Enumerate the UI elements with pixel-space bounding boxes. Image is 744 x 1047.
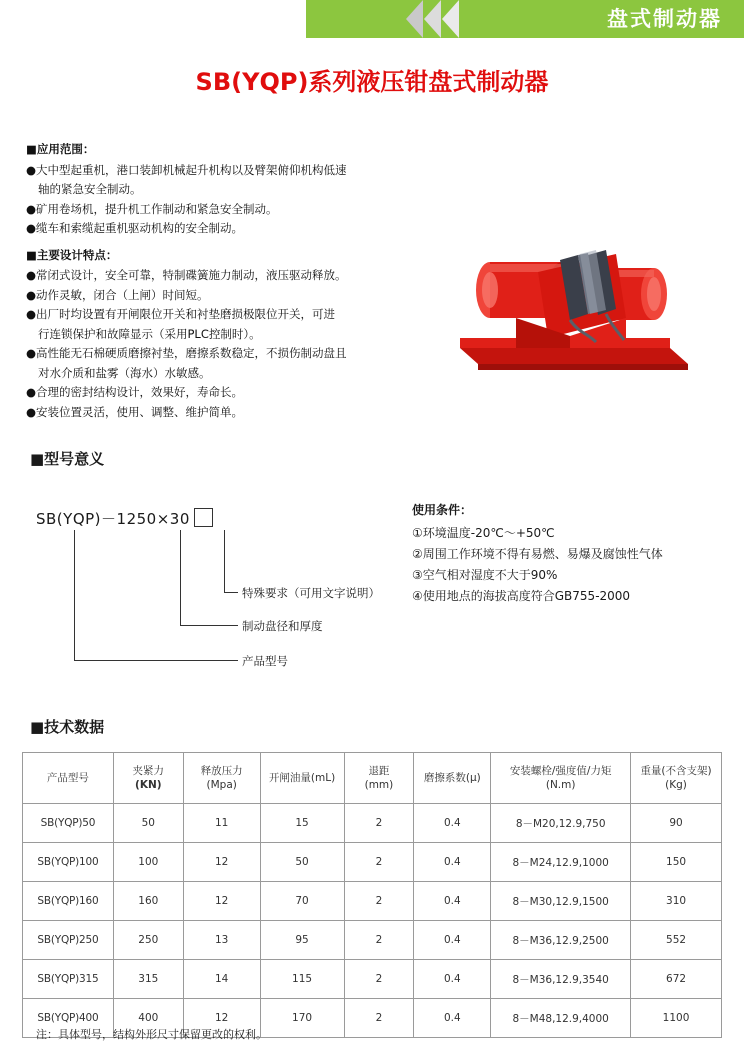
cell-bolts: 8－M24,12.9,1000 [491,843,631,882]
feature-item: ●高性能无石棉硬质磨擦衬垫，磨擦系数稳定，不损伤制动盘且 [26,346,347,360]
col-model [23,753,114,804]
col-friction-coefficient-line1: 磨擦系数(μ) [423,772,481,784]
product-illustration-icon [420,198,720,388]
cell-bolts: 8－M36,12.9,2500 [491,921,631,960]
cell-model: SB(YQP)100 [23,843,114,882]
feature-item: 对水介质和盐雾（海水）水敏感。 [38,365,211,380]
leader-label-3: 产品型号 [242,654,288,668]
cell-friction-coefficient: 0.4 [414,804,491,843]
cell-retract-distance: 2 [344,960,414,999]
cell-weight: 552 [631,921,722,960]
cell-weight: 672 [631,960,722,999]
feature-item: 行连锁保护和故障显示（采用PLC控制时）。 [38,326,261,341]
col-retract-distance-line2: (mm) [364,779,394,791]
col-friction-coefficient [414,753,491,804]
cell-weight: 1100 [631,999,722,1038]
cell-clamp-force: 50 [113,804,183,843]
leader-tick-2 [180,625,238,626]
chevron-decor-icon-3 [442,0,459,38]
cell-friction-coefficient: 0.4 [414,843,491,882]
cell-clamp-force: 160 [113,882,183,921]
cell-oil-volume: 50 [260,843,344,882]
features-heading: ■主要设计特点： [26,247,118,262]
col-model-line1: 产品型号 [46,772,89,784]
scope-item: ●缆车和索缆起重机驱动机构的安全制动。 [26,221,244,235]
cell-oil-volume: 15 [260,804,344,843]
cell-friction-coefficient: 0.4 [414,882,491,921]
feature-item: ●合理的密封结构设计，效果好，寿命长。 [26,385,244,399]
cell-release-pressure: 14 [183,960,260,999]
col-oil-volume [260,753,344,804]
leader-label-2: 制动盘径和厚度 [242,619,323,633]
cell-release-pressure: 12 [183,999,260,1038]
cell-bolts: 8－M20,12.9,750 [491,804,631,843]
col-weight [631,753,722,804]
cell-retract-distance: 2 [344,999,414,1038]
feature-item: ●安装位置灵活，使用、调整、维护简单。 [26,404,244,419]
col-weight-line1: 重量(不含支架) [640,765,712,777]
cell-oil-volume: 115 [260,960,344,999]
cell-release-pressure: 12 [183,843,260,882]
product-photo [420,198,720,388]
cell-model: SB(YQP)50 [23,804,114,843]
cell-model: SB(YQP)315 [23,960,114,999]
scope-item: ●大中型起重机，港口装卸机械起升机构以及臂架俯仰机构低速 [26,162,347,177]
cell-bolts: 8－M48,12.9,4000 [491,999,631,1038]
model-code [36,508,213,529]
tech-section-title: ■技术数据 [30,718,105,736]
leader-label-1: 特殊要求（可用文字说明） [242,586,380,600]
leader-tick-3 [74,660,238,661]
feature-item: ●出厂时均设置有开闸限位开关和衬垫磨损极限位开关，可进 [26,307,336,321]
col-clamp-force-line2: (KN) [135,779,162,791]
tech-data-table [22,752,722,1038]
cell-model: SB(YQP)250 [23,921,114,960]
table-row [23,921,722,960]
model-section-title: ■型号意义 [30,450,105,468]
col-clamp-force [113,753,183,804]
header-title: 盘式制动器 [607,7,722,31]
page-header [0,0,744,38]
cell-oil-volume: 170 [260,999,344,1038]
feature-item: ●常闭式设计，安全可靠，特制碟簧施力制动，液压驱动释放。 [26,268,347,282]
scope-item: ●矿用卷场机，提升机工作制动和紧急安全制动。 [26,201,278,216]
cell-retract-distance: 2 [344,882,414,921]
table-row [23,804,722,843]
chevron-decor-icon-2 [424,0,441,38]
col-release-pressure-line2: (Mpa) [206,779,237,791]
conditions-heading: 使用条件： [412,503,473,517]
table-body [23,804,722,1038]
table-row [23,960,722,999]
col-bolts-line2: (N.m) [545,779,576,791]
leader-line-2 [180,530,187,626]
col-clamp-force-line1: 夹紧力 [132,765,165,777]
leader-line-1 [224,530,231,593]
table-row [23,843,722,882]
model-code-text: SB(YQP)－1250×30 [36,510,190,528]
condition-item: ④使用地点的海拔高度符合GB755-2000 [412,589,631,603]
cell-retract-distance: 2 [344,921,414,960]
table-note: 注：具体型号，结构外形尺寸保留更改的权利。 [36,1028,267,1041]
col-release-pressure [183,753,260,804]
condition-item: ①环境温度-20℃～+50℃ [412,526,555,540]
cell-oil-volume: 70 [260,882,344,921]
cell-model: SB(YQP)400 [23,999,114,1038]
cell-retract-distance: 2 [344,843,414,882]
intro-text-block [26,140,396,422]
table-header-row [23,753,722,804]
cell-clamp-force: 250 [113,921,183,960]
conditions-block [412,500,663,607]
col-retract-distance-line1: 退距 [368,765,390,777]
cell-clamp-force: 400 [113,999,183,1038]
cell-friction-coefficient: 0.4 [414,999,491,1038]
cell-clamp-force: 100 [113,843,183,882]
condition-item: ③空气相对湿度不大于90% [412,568,558,582]
col-oil-volume-line1: 开闸油量(mL) [268,772,336,784]
cell-oil-volume: 95 [260,921,344,960]
cell-friction-coefficient: 0.4 [414,921,491,960]
leader-tick-1 [224,592,238,593]
cell-friction-coefficient: 0.4 [414,960,491,999]
model-code-box [194,508,213,527]
cell-weight: 150 [631,843,722,882]
cell-clamp-force: 315 [113,960,183,999]
cell-weight: 90 [631,804,722,843]
cell-bolts: 8－M30,12.9,1500 [491,882,631,921]
cell-bolts: 8－M36,12.9,3540 [491,960,631,999]
scope-heading: ■应用范围： [26,142,95,156]
cell-model: SB(YQP)160 [23,882,114,921]
col-release-pressure-line1: 释放压力 [200,765,243,777]
leader-line-3 [74,530,81,661]
table-row [23,882,722,921]
chevron-decor-icon-1 [406,0,423,38]
col-bolts-line1: 安装螺栓/强度值/力矩 [509,765,612,777]
page-title: SB(YQP)系列液压钳盘式制动器 [195,68,549,96]
cell-release-pressure: 13 [183,921,260,960]
table-header [23,753,722,804]
cell-release-pressure: 12 [183,882,260,921]
col-weight-line2: (Kg) [665,779,687,791]
cell-release-pressure: 11 [183,804,260,843]
feature-item: ●动作灵敏，闭合（上闸）时间短。 [26,287,209,302]
condition-item: ②周围工作环境不得有易燃、易爆及腐蚀性气体 [412,547,663,561]
col-bolts [491,753,631,804]
cell-weight: 310 [631,882,722,921]
spacer [26,239,396,246]
scope-item: 轴的紧急安全制动。 [38,182,142,196]
col-retract-distance [344,753,414,804]
cell-retract-distance: 2 [344,804,414,843]
